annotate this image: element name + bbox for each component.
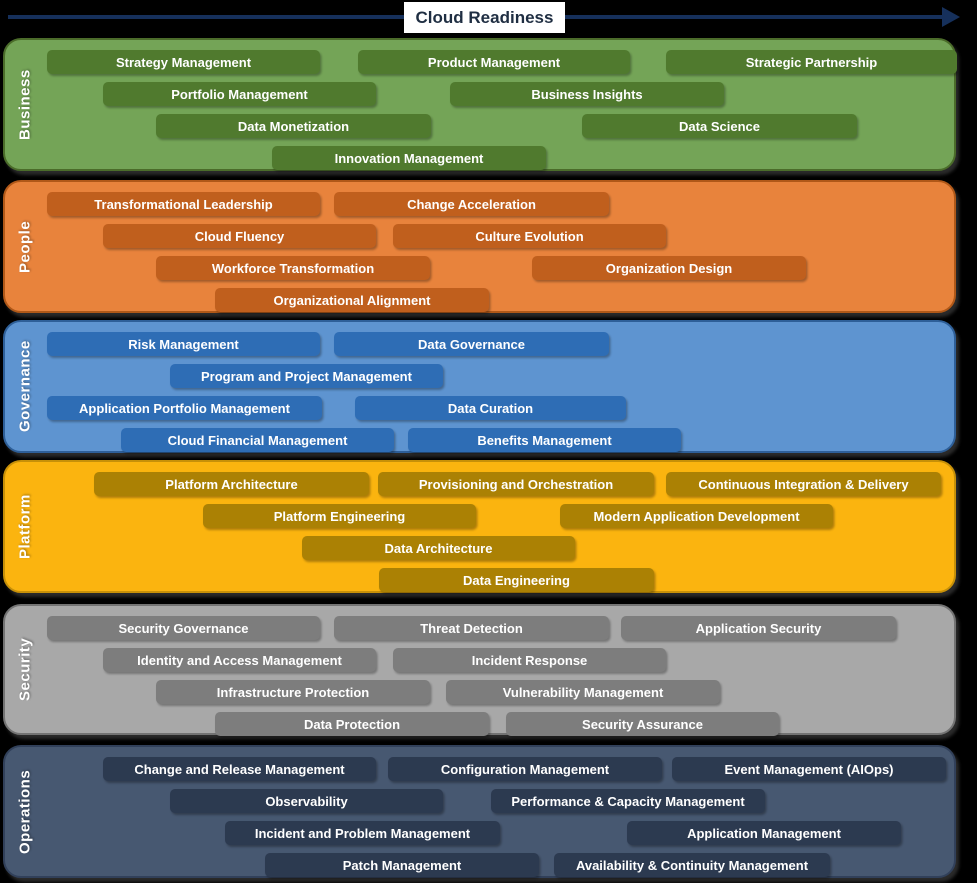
capability-pill: Change Acceleration bbox=[334, 192, 609, 216]
capability-pill: Configuration Management bbox=[388, 757, 662, 781]
cloud-readiness-title-box bbox=[404, 2, 565, 33]
section-platform bbox=[3, 460, 956, 593]
capability-pill: Strategy Management bbox=[47, 50, 320, 74]
capability-pill: Incident Response bbox=[393, 648, 666, 672]
capability-pill: Event Management (AIOps) bbox=[672, 757, 946, 781]
capability-pill: Business Insights bbox=[450, 82, 724, 106]
capability-pill: Data Curation bbox=[355, 396, 626, 420]
section-operations bbox=[3, 745, 956, 878]
section-governance bbox=[3, 320, 956, 453]
capability-pill: Patch Management bbox=[265, 853, 539, 877]
capability-pill: Strategic Partnership bbox=[666, 50, 957, 74]
capability-pill: Application Portfolio Management bbox=[47, 396, 322, 420]
capability-pill: Application Security bbox=[621, 616, 896, 640]
section-business bbox=[3, 38, 956, 171]
capability-pill: Incident and Problem Management bbox=[225, 821, 500, 845]
capability-pill: Data Protection bbox=[215, 712, 489, 736]
capability-pill: Workforce Transformation bbox=[156, 256, 430, 280]
capability-pill: Innovation Management bbox=[272, 146, 546, 170]
capability-pill: Benefits Management bbox=[408, 428, 681, 452]
capability-pill: Observability bbox=[170, 789, 443, 813]
capability-pill: Performance & Capacity Management bbox=[491, 789, 765, 813]
capability-pill: Provisioning and Orchestration bbox=[378, 472, 654, 496]
section-label-business: Business bbox=[16, 69, 34, 140]
capability-pill: Organizational Alignment bbox=[215, 288, 489, 312]
capability-pill: Security Governance bbox=[47, 616, 320, 640]
capability-pill: Data Governance bbox=[334, 332, 609, 356]
capability-pill: Continuous Integration & Delivery bbox=[666, 472, 941, 496]
capability-pill: Application Management bbox=[627, 821, 901, 845]
capability-pill: Cloud Fluency bbox=[103, 224, 376, 248]
capability-pill: Product Management bbox=[358, 50, 630, 74]
capability-pill: Portfolio Management bbox=[103, 82, 376, 106]
capability-pill: Risk Management bbox=[47, 332, 320, 356]
section-label-governance: Governance bbox=[16, 340, 34, 433]
capability-pill: Modern Application Development bbox=[560, 504, 833, 528]
cloud-readiness-title: Cloud Readiness bbox=[415, 7, 554, 27]
capability-pill: Organization Design bbox=[532, 256, 806, 280]
section-label-platform: Platform bbox=[16, 494, 34, 559]
section-people bbox=[3, 180, 956, 313]
capability-pill: Platform Architecture bbox=[94, 472, 369, 496]
capability-pill: Data Engineering bbox=[379, 568, 654, 592]
section-label-security: Security bbox=[16, 637, 34, 702]
capability-pill: Threat Detection bbox=[334, 616, 609, 640]
section-label-operations: Operations bbox=[16, 769, 34, 854]
capability-pill: Infrastructure Protection bbox=[156, 680, 430, 704]
capability-pill: Security Assurance bbox=[506, 712, 779, 736]
capability-pill: Transformational Leadership bbox=[47, 192, 320, 216]
section-security bbox=[3, 604, 956, 735]
arrow-head-icon bbox=[942, 7, 960, 27]
capability-pill: Availability & Continuity Management bbox=[554, 853, 830, 877]
capability-pill: Cloud Financial Management bbox=[121, 428, 394, 452]
capability-pill: Program and Project Management bbox=[170, 364, 443, 388]
capability-pill: Data Architecture bbox=[302, 536, 575, 560]
capability-pill: Platform Engineering bbox=[203, 504, 476, 528]
section-label-people: People bbox=[16, 220, 34, 273]
capability-pill: Change and Release Management bbox=[103, 757, 376, 781]
capability-pill: Data Monetization bbox=[156, 114, 431, 138]
capability-pill: Culture Evolution bbox=[393, 224, 666, 248]
capability-pill: Identity and Access Management bbox=[103, 648, 376, 672]
capability-pill: Data Science bbox=[582, 114, 857, 138]
capability-pill: Vulnerability Management bbox=[446, 680, 720, 704]
